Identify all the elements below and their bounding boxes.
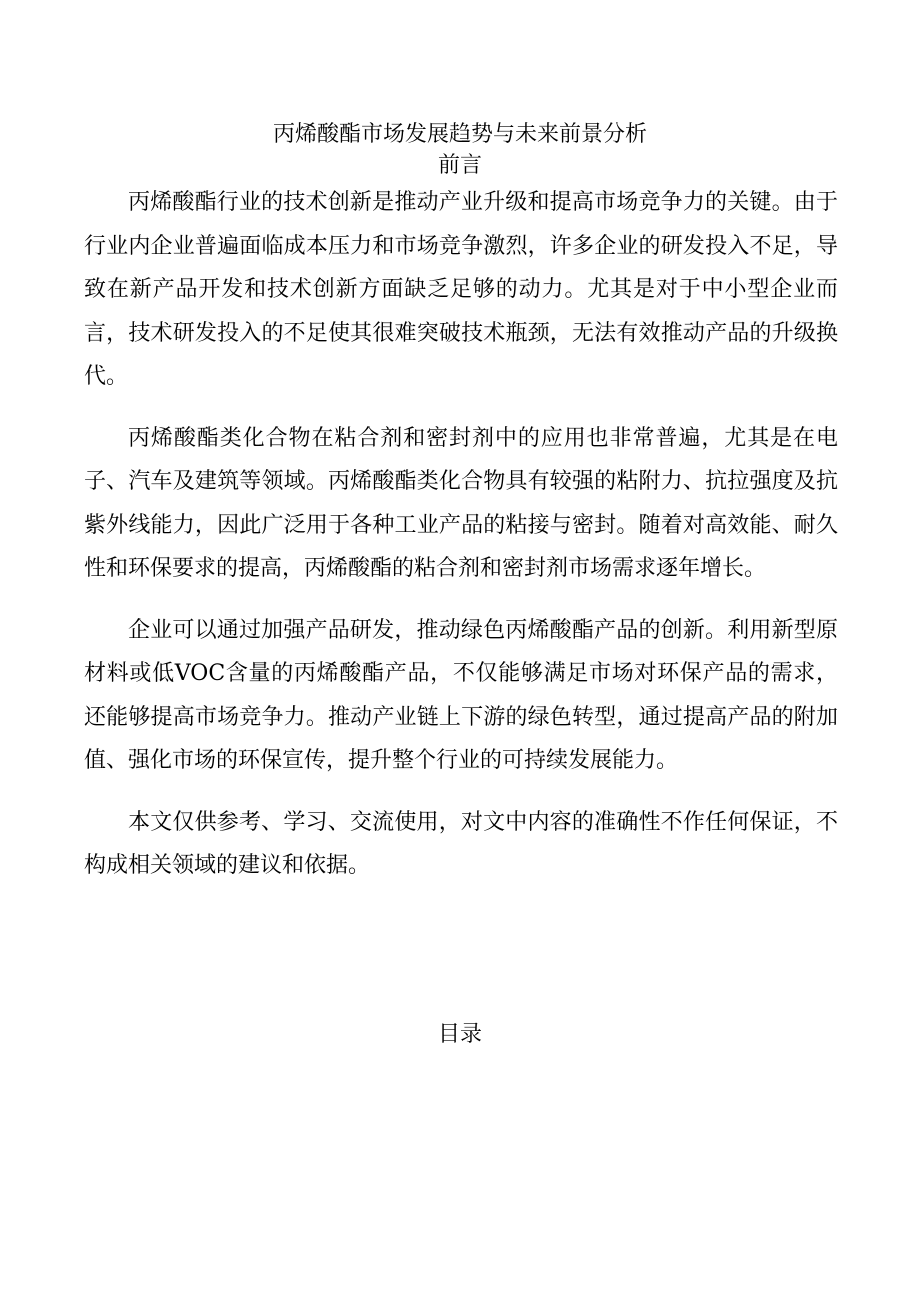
paragraph-tech-innovation: 丙烯酸酯行业的技术创新是推动产业升级和提高市场竞争力的关键。由于行业内企业普遍面临成本压力和市场竞争激烈，许多企业的研发投入不足，导致在新产品开发和技术创新方面缺乏足够的动力。尤其是对于中小型企业而言，技术研发投入的不足使其很难突破技术瓶颈，无法有效推动产品的升级换代。 xyxy=(84,190,838,389)
paragraph-green-products: 企业可以通过加强产品研发，推动绿色丙烯酸酯产品的创新。利用新型原材料或低VOC含量的丙烯酸酯产品，不仅能够满足市场对环保产品的需求，还能够提高市场竞争力。推动产业链上下游的绿色转型，通过提高产品的附加值、强化市场的环保宣传，提升整个行业的可持续发展能力。 xyxy=(84,617,838,773)
preface-body xyxy=(84,181,838,906)
preface-heading: 前言 xyxy=(437,153,482,178)
document-title: 丙烯酸酯市场发展趋势与未来前景分析 xyxy=(272,122,647,147)
paragraph-adhesive-application: 丙烯酸酯类化合物在粘合剂和密封剂中的应用也非常普遍，尤其是在电子、汽车及建筑等领域。丙烯酸酯类化合物具有较强的粘附力、抗拉强度及抗紫外线能力，因此广泛用于各种工业产品的粘接与密封。随着对高效能、耐久性和环保要求的提高，丙烯酸酯的粘合剂和密封剂市场需求逐年增长。 xyxy=(84,425,838,581)
toc-heading: 目录 xyxy=(437,1022,482,1047)
paragraph-disclaimer: 本文仅供参考、学习、交流使用，对文中内容的准确性不作任何保证，不构成相关领域的建议和依据。 xyxy=(84,809,838,878)
